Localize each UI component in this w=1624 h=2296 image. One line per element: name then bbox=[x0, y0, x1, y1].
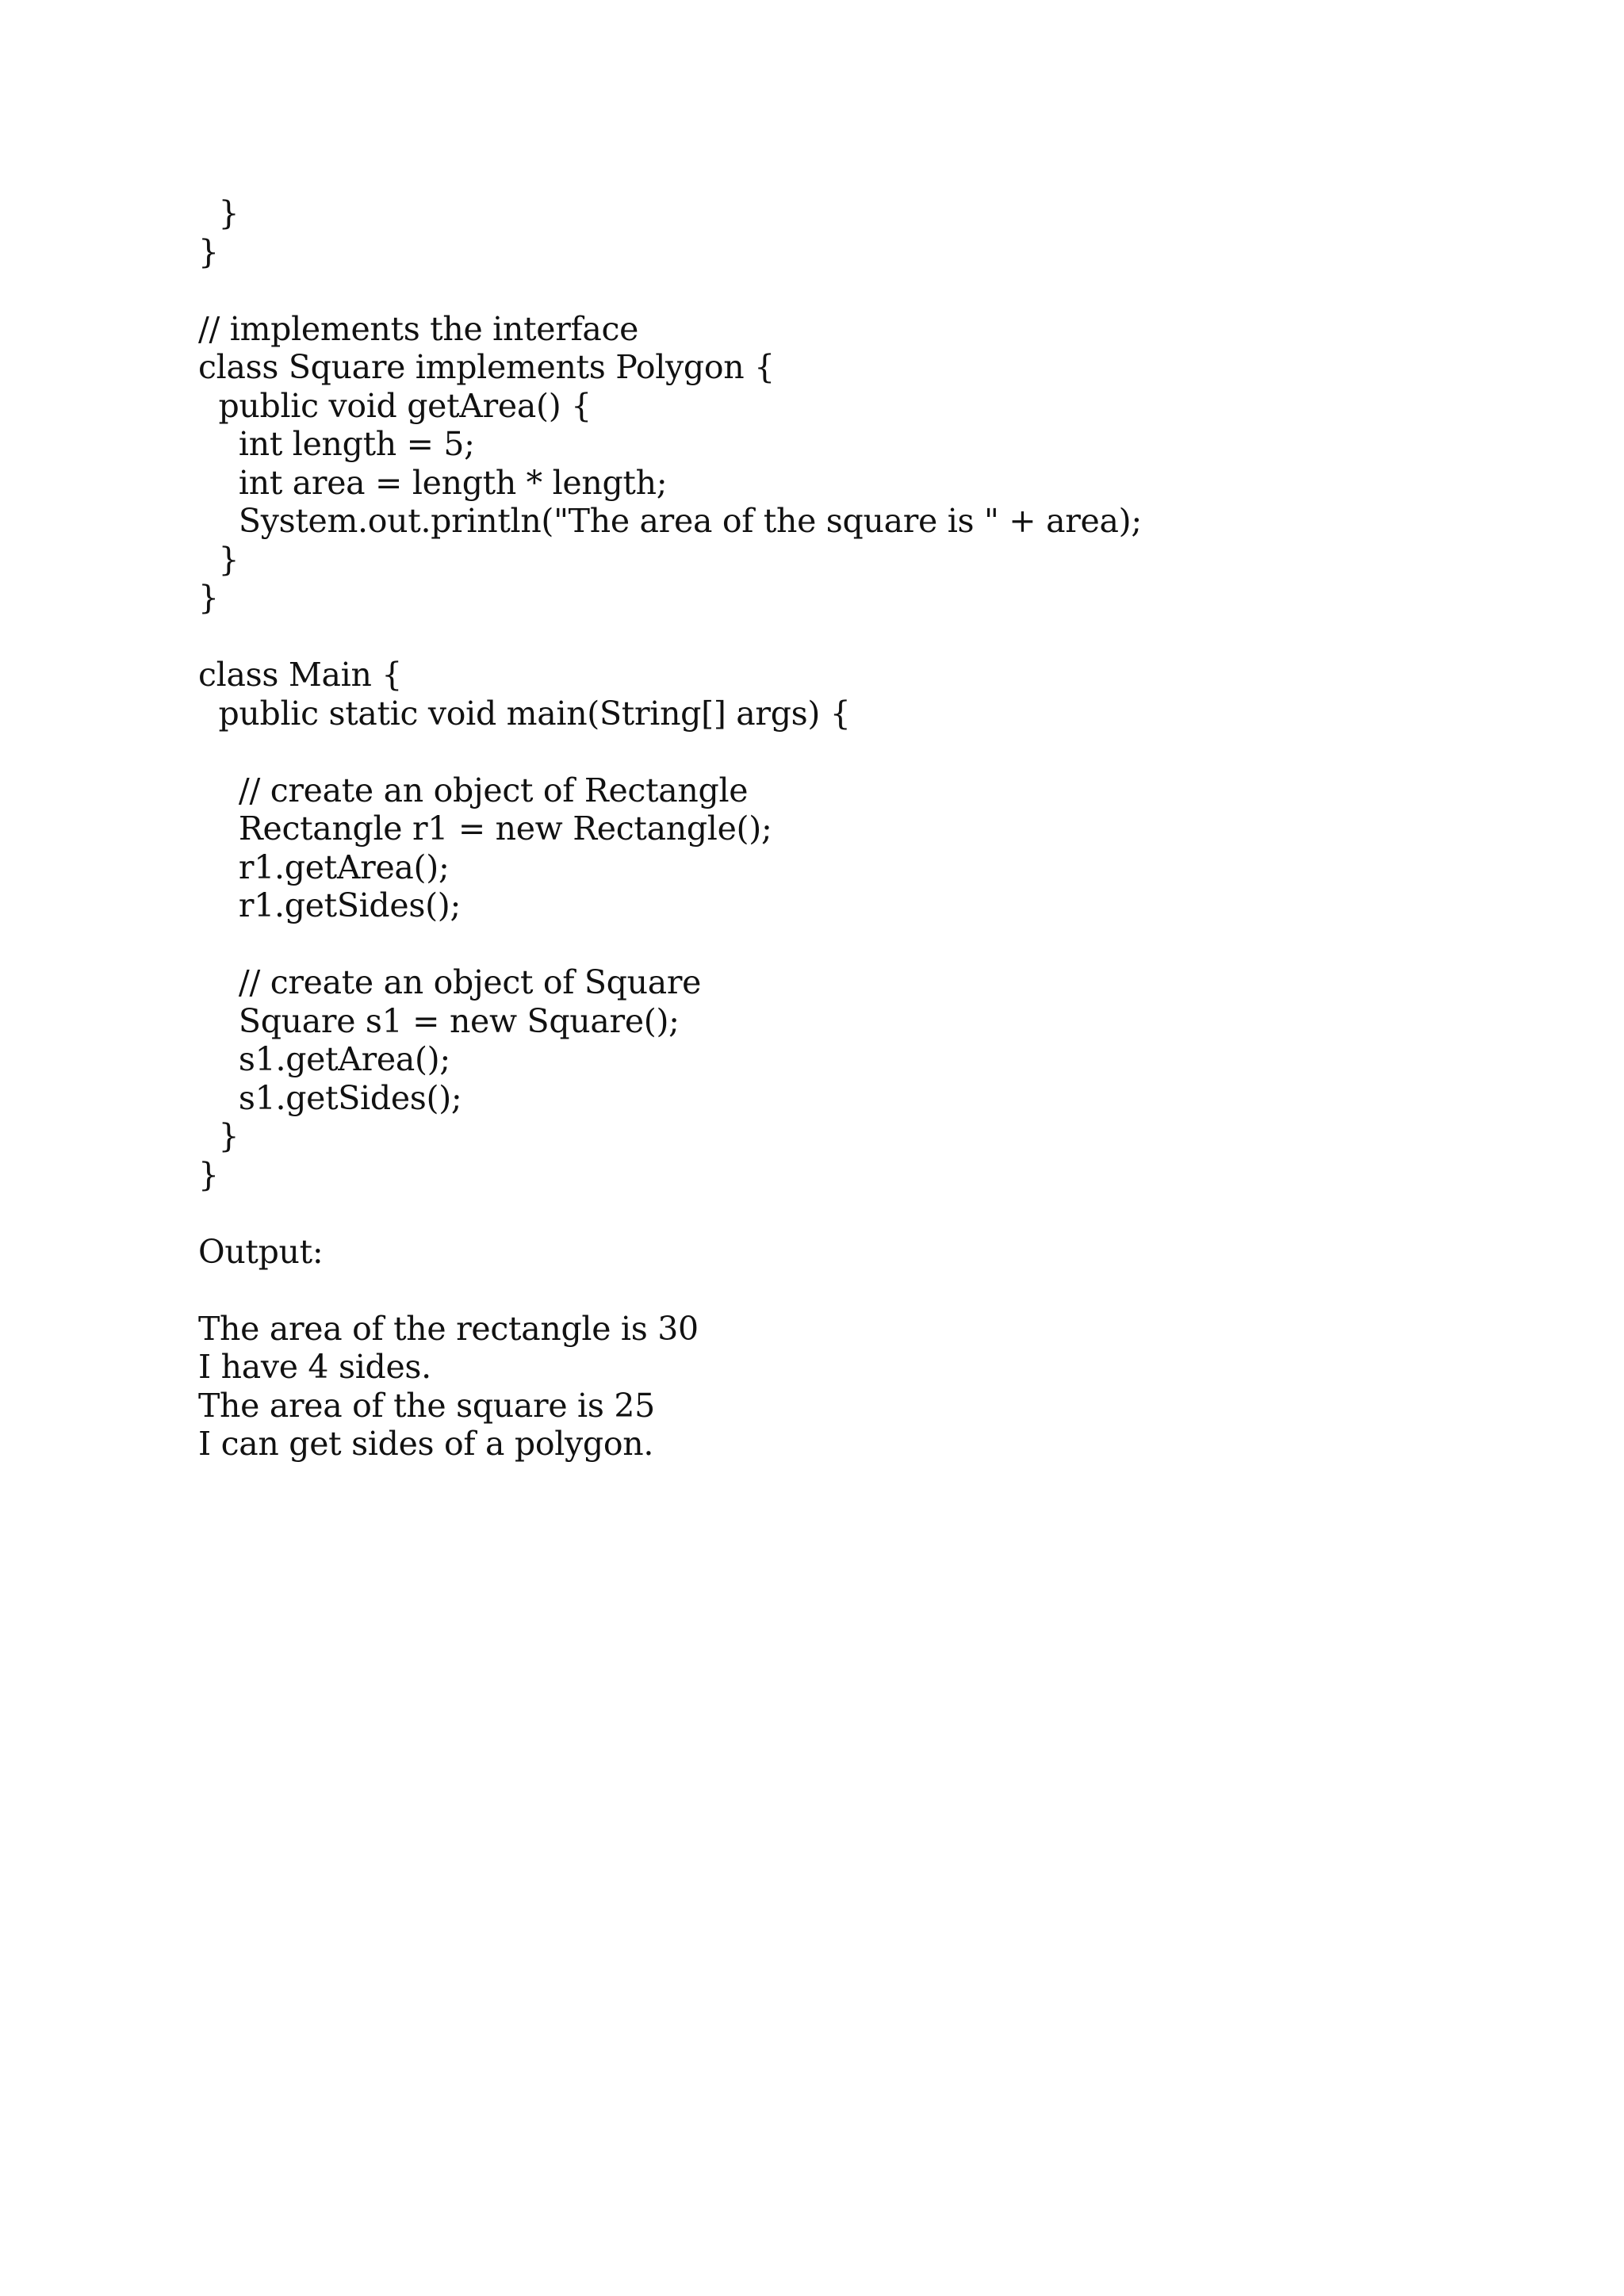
code-comment: // create an object of Rectangle bbox=[198, 771, 749, 809]
code-comment: // create an object of Square bbox=[198, 963, 702, 1001]
code-line: } bbox=[198, 540, 239, 579]
code-line: Square s1 = new Square(); bbox=[198, 1001, 680, 1040]
code-line: int length = 5; bbox=[198, 425, 475, 463]
output-heading: Output: bbox=[198, 1232, 324, 1271]
code-line: public static void main(String[] args) { bbox=[198, 694, 851, 733]
blank-line bbox=[198, 733, 1467, 771]
code-line: class Main { bbox=[198, 656, 403, 694]
output-line: I have 4 sides. bbox=[198, 1348, 431, 1386]
code-line: class Square implements Polygon { bbox=[198, 348, 775, 386]
output-line: The area of the square is 25 bbox=[198, 1386, 655, 1425]
code-line: } bbox=[198, 1117, 239, 1155]
code-comment: // implements the interface bbox=[198, 309, 639, 348]
document-content bbox=[198, 194, 1467, 1464]
code-line: Rectangle r1 = new Rectangle(); bbox=[198, 809, 772, 848]
blank-line bbox=[198, 618, 1467, 656]
code-line: s1.getArea(); bbox=[198, 1040, 450, 1078]
blank-line bbox=[198, 1271, 1467, 1310]
code-line: } bbox=[198, 232, 219, 271]
code-line: System.out.println("The area of the square is " + area); bbox=[198, 502, 1142, 540]
code-line: int area = length * length; bbox=[198, 463, 668, 502]
code-line: } bbox=[198, 579, 219, 617]
output-block bbox=[198, 1310, 1467, 1464]
blank-line bbox=[198, 925, 1467, 964]
code-line: } bbox=[198, 1155, 219, 1194]
code-line: public void getArea() { bbox=[198, 386, 592, 425]
output-line: The area of the rectangle is 30 bbox=[198, 1309, 699, 1348]
code-line: } bbox=[198, 194, 239, 232]
output-line: I can get sides of a polygon. bbox=[198, 1425, 654, 1463]
code-line: r1.getSides(); bbox=[198, 886, 461, 924]
code-line: r1.getArea(); bbox=[198, 848, 450, 886]
blank-line bbox=[198, 271, 1467, 310]
blank-line bbox=[198, 1194, 1467, 1233]
code-line: s1.getSides(); bbox=[198, 1078, 462, 1117]
code-block bbox=[198, 194, 1467, 1194]
